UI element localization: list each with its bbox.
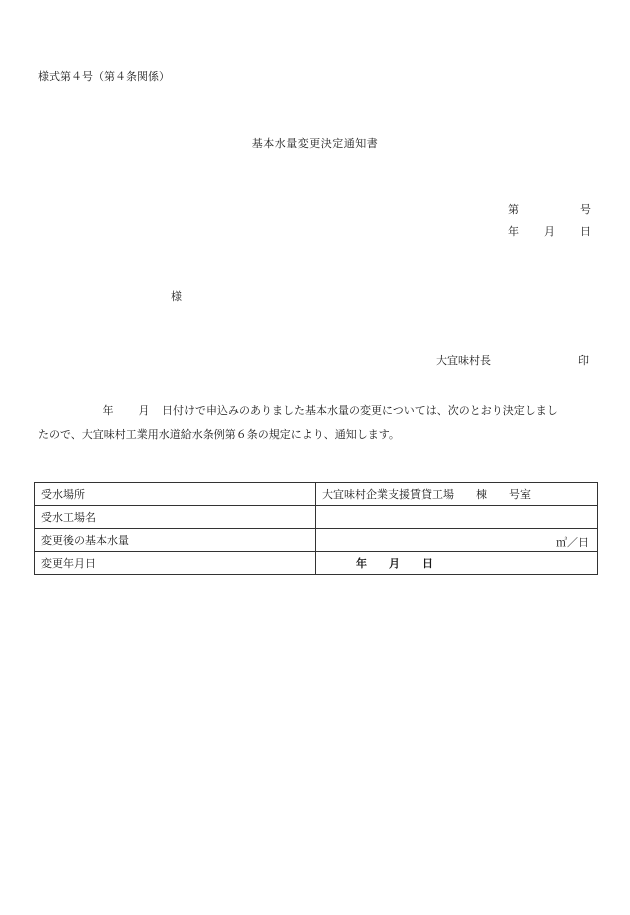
number-prefix: 第 [508,203,519,216]
change-year: 年 [356,557,367,570]
label-change-date: 変更年月日 [35,552,316,575]
details-table [34,482,598,575]
label-basic-volume: 変更後の基本水量 [35,529,316,552]
change-month: 月 [389,557,400,570]
room-unit: 号室 [509,488,531,501]
change-day: 日 [422,557,433,570]
issuer-title: 大宜味村長 [436,354,491,367]
facility-name: 大宜味村企業支援賃貸工場 [322,488,454,501]
table-row [35,483,598,506]
value-change-date [316,552,598,575]
form-number: 様式第４号（第４条関係） [38,70,170,83]
date-day: 日 [580,225,591,238]
value-factory-name [316,506,598,529]
number-suffix: 号 [580,203,591,216]
label-factory-name: 受水工場名 [35,506,316,529]
body-year: 年 [102,404,114,417]
building-unit: 棟 [476,488,487,501]
date-month: 月 [544,225,555,238]
table-row [35,506,598,529]
notice-body [38,399,594,447]
value-reception-location [316,483,598,506]
seal-mark: 印 [578,354,589,367]
label-reception-location: 受水場所 [35,483,316,506]
date-year: 年 [508,225,519,238]
volume-unit: ㎥／日 [556,536,589,549]
addressee-honorific: 様 [171,290,182,303]
table-row [35,552,598,575]
table-row [35,529,598,552]
document-title: 基本水量変更決定通知書 [251,137,379,150]
body-line-1-text: 日付けで申込みのありました基本水量の変更については、次のとおり決定しまし [162,404,558,417]
body-month: 月 [138,404,150,417]
body-line-1 [38,399,594,423]
value-basic-volume [316,529,598,552]
body-line-2: たので、大宜味村工業用水道給水条例第６条の規定により、通知します。 [38,428,400,441]
